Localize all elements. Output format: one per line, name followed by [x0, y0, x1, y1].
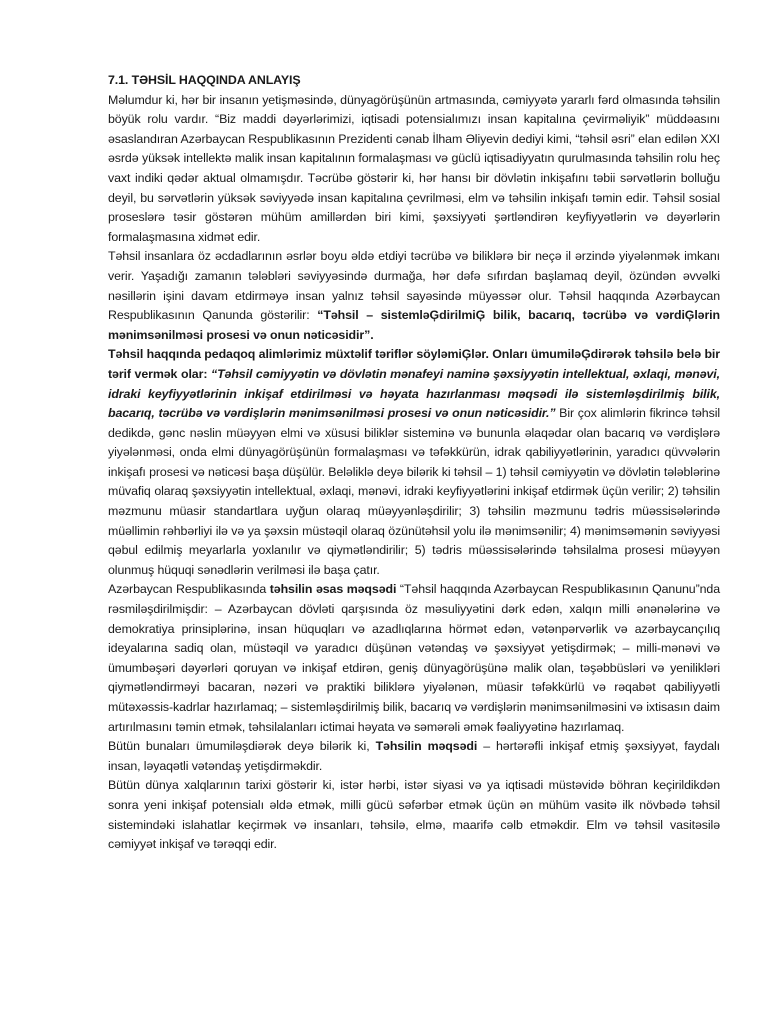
paragraph-5-text: – hərtərəfli inkişaf etmiş şəxsiyyət, faydalı insan, ləyaqətli vətəndaş yetişdirməkdir.: [108, 739, 721, 773]
paragraph-2: [108, 247, 720, 345]
paragraph-1: Məlumdur ki, hər bir insanın yetişməsində, dünyagörüşünün artmasında, cəmiyyətə yararlı fərd olmasında təhsilin böyük rolu vardır. “Biz maddi dəyərlərimizi, iqtisadi potensialımızı insan kapitalına çevirməliyik” müddəasını əsaslandıran Azərbaycan Respublikasının Prezidenti cənab İlham Əliyevin dediyi kimi, “təhsil əsri” elan edilən XXI əsrdə yüksək intellektə malik insan kapitalının formalaşması və güclü iqtisadiyyatın qurulmasında təhsilin rolu heç vaxt indiki qədər aktual olmamışdır. Təcrübə göstərir ki, hər hansı bir dövlətin inkişafını təbii sərvətlərin bolluğu deyil, bu sərvətlərin yüksək səviyyədə insan kapitalına çevrilməsi, elm və təhsilin inkişafı təmin edir. Təhsil sosial proseslərə təsir göstərən mühüm amillərdən biri kimi, şəxsiyyəti şərtləndirən keyfiyyətlərin və dəyərlərin formalaşmasına xidmət edir.: [108, 92, 720, 244]
goal-term: Təhsilin məqsədi: [375, 739, 478, 754]
paragraph-4: [108, 580, 720, 737]
paragraph-3: [108, 345, 720, 580]
section-heading: 7.1. TƏHSİL HAQQINDA ANLAYIŞ: [108, 73, 301, 87]
paragraph-5: [108, 737, 720, 776]
law-definition-quote: “Təhsil – sistemləĢdirilmiĢ bilik, bacarıq, təcrübə və vərdiĢlərin mənimsənilməsi prosesi və onun nəticəsidir”.: [108, 308, 720, 342]
paragraph-4-text: “Təhsil haqqında Azərbaycan Respublikasının Qanunu”nda rəsmiləşdirilmişdir: – Azərbaycan dövləti qarşısında öz məsuliyyətini dərk edən, xalqın milli ənənələrinə və demokratiya prinsiplərinə, insan hüquqları və azadlıqlarına hörmət edən, vətənpərvərlik və azərbaycançılıq ideyalarına sadiq olan, müstəqil və yaradıcı düşünən vətəndaş və şəxsiyyət yetişdirmək; – milli-mənəvi və ümumbəşəri dəyərləri qoruyan və inkişaf etdirən, geniş dünyagörüşünə malik olan, təşəbbüsləri və yenilikləri qiymətləndirməyi bacaran, nəzəri və praktiki biliklərə yiyələnən, müasir təfəkkürlü və rəqabət qabiliyyətli mütəxəssis-kadrlar hazırlamaq; – sistemləşdirilmiş bilik, bacarıq və vərdişlərin mənimsənilməsini və ixtisasın daim artırılmasını təmin etmək, təhsilalanları ictimai həyata və səmərəli əmək fəaliyyətinə hazırlamaq.: [108, 582, 720, 734]
education-definition-quote: “Təhsil cəmiyyətin və dövlətin mənafeyi naminə şəxsiyyətin intellektual, əxlaqi, mənəvi, idraki keyfiyyətlərinin inkişaf etdirilməsi və həyata hazırlanması məqsədi ilə sistemləşdirilmiş bilik, bacarıq, təcrübə və vərdişlərin mənimsənilməsi prosesi və onun nəticəsidir.”: [108, 366, 720, 421]
paragraph-6: Bütün dünya xalqlarının tarixi göstərir ki, istər hərbi, istər siyasi və ya iqtisadi müstəvidə böhran keçirildikdən sonra yeni inkişaf potensialı əldə etmək, milli gücü səfərbər etmək üçün ən mühüm vasitə ilk növbədə təhsil sistemindəki islahatlar keçirmək və insanları, təhsilə, elmə, maarifə cəlb etməkdir. Elm və təhsil vasitəsilə cəmiyyət inkişaf və tərəqqi edir.: [108, 778, 720, 852]
paragraph-3-text: Bir çox alimlərin fikrincə təhsil dedikdə, gənc nəslin müəyyən elmi və xüsusi biliklər sisteminə və bununla əlaqədar olan bacarıq və vərdişlərə yiyələnməsi, onda elmi dünyagörüşünün formalaşması və təfəkkürün, idrak qabiliyyətlərinin, yaradıcı qüvvələrin inkişafı prosesi və nəticəsi başa düşülür. Beləliklə deyə bilərik ki təhsil – 1) təhsil cəmiyyətin və dövlətin tələblərinə müvafiq olaraq şəxsiyyətin intellektual, əxlaqi, mənəvi, idraki keyfiyyətlərini inkişaf etdirmək üçün verilir; 2) təhsilin məzmunu müasir standartlara uyğun olaraq müəyyənləşdirilir; 3) təhsilin məzmunu tədris müəssisələrində müəllimin rəhbərliyi ilə və ya şəxsin müstəqil olaraq özünütəhsil yolu ilə mənimsənilir; 4) mənimsəmənin səviyyəsi qəbul edilmiş meyarlarla yoxlanılır və qiymətləndirilir; 5) tədris müəssisələrində təhsilalma prosesi müəyyən olunmuş hüquqi sənədlərin verilməsi ilə başa çatır.: [108, 406, 721, 577]
paragraph-5-pre: Bütün bunaları ümumiləşdiərək deyə bilərik ki,: [108, 739, 376, 754]
document-page: [108, 71, 720, 855]
paragraph-3-lead: Təhsil haqqında pedaqoq alimlərimiz müxtəlif təriflər söyləmiĢlər. Onları ümumiləĢdirərək təhsilə belə bir tərif vermək olar:: [108, 347, 720, 381]
paragraph-4-pre: Azərbaycan Respublikasında: [108, 582, 270, 597]
paragraph-2-text: Təhsil insanlara öz əcdadlarının əsrlər boyu əldə etdiyi təcrübə və biliklərə bir neçə il ərzində yiyələnmək imkanı verir. Yaşadığı zamanın tələbləri səviyyəsində durmağa, hər dəfə sıfırdan başlamaq deyil, özündən əvvəlki nəsillərin işini davam etdirməyə insan yalnız təhsil sayəsində müyəssər olur. Təhsil haqqında Azərbaycan Respublikasının Qanunda göstərilir:: [108, 249, 720, 323]
main-goal-term: təhsilin əsas məqsədi: [269, 582, 397, 597]
